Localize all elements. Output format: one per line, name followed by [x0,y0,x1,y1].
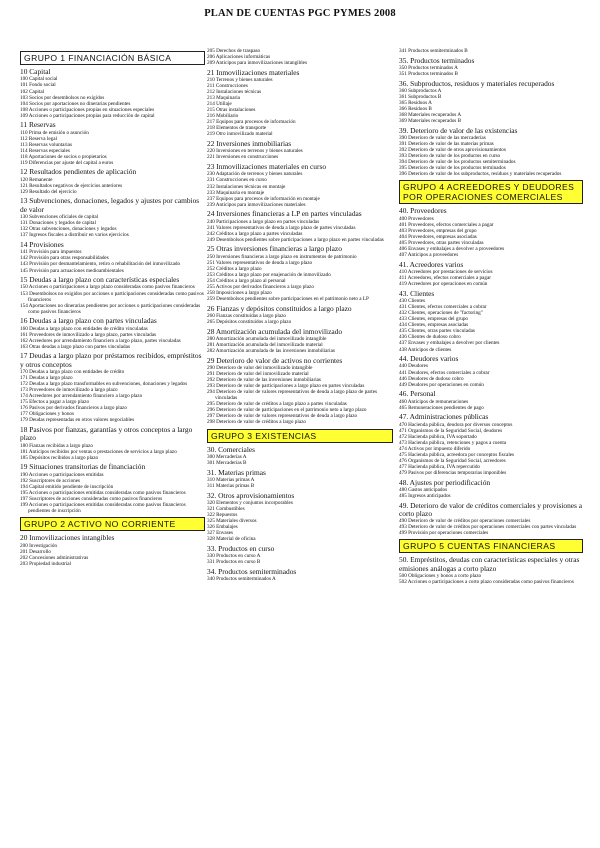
subgroup-heading: 18 Pasivos por fianzas, garantías y otros conceptos a largo plazo [20,425,193,443]
account-item: 170 Deudas a largo plazo con entidades de crédito [20,369,125,376]
account-item: 108 Acciones o participaciones propias en situaciones especiales [20,106,155,113]
account-item: 242 Créditos a largo plazo a partes vinculadas [207,230,303,237]
account-item: 477 Hacienda pública, IVA repercutido [399,463,481,470]
subgroup-heading: 23 Inmovilizaciones materiales en curso [207,162,327,172]
account-item: 391 Deterioro de valor de las materias primas [399,141,494,148]
account-item: 119 Diferencias por ajuste del capital a euros [20,159,114,166]
account-item: 201 Desarrollo [20,548,51,555]
account-item: 350 Productos terminados A [399,64,458,71]
account-item: 499 Provisión por operaciones comerciales [399,530,489,537]
account-item: 161 Proveedores de inmovilizado a largo plazo, partes vinculadas [20,331,157,338]
subgroup-heading: 34. Productos semiterminados [207,566,297,576]
account-item: 231 Construcciones en curso [207,177,267,184]
account-item: 185 Depósitos recibidos a largo plazo [20,454,99,461]
account-item: 118 Aportaciones de socios o propietarios [20,153,107,160]
account-item: 292 Deterioro de valor de las inversiones inmobiliarias [207,377,321,384]
account-item: 141 Provisión para impuestos [20,249,82,256]
account-item: 475 Hacienda pública, acreedora por conceptos fiscales [399,451,515,458]
account-item: 120 Remanente [20,176,53,183]
account-item: 173 Proveedores de inmovilizado a largo plazo [20,387,118,394]
account-item: 341 Productos semiterminados B [399,48,468,54]
account-item: 203 Propiedad industrial [20,560,72,567]
account-item: 280 Amortización acumulada del inmovilizado intangible [207,335,327,342]
account-item: 472 Hacienda pública, IVA soportado [399,433,477,440]
account-item: 121 Resultados negativos de ejercicios anteriores [20,182,123,189]
subgroup-heading: 47. Administraciones públicas [399,412,489,422]
group-header: GRUPO 5 CUENTAS FINANCIERAS [399,539,583,553]
account-item: 310 Materias primas A [207,476,255,483]
subgroup-heading: 40. Proveedores [399,206,447,216]
account-item: 436 Clientes de dudoso cobro [399,334,461,341]
subgroup-heading: 50. Empréstitos, deudas con características especiales y otras emisiones análogas a corto plazo [399,555,580,573]
group-header: GRUPO 3 EXISTENCIAS [207,429,393,443]
account-item: 438 Anticipos de clientes [399,346,452,353]
account-item: 153 Desembolsos no exigidos por acciones o participaciones consideradas como pasivos financieros [20,290,204,303]
account-item: 197 Suscriptores de acciones consideradas como pasivos financieros [20,496,163,503]
account-item: 325 Materiales diversos [207,518,257,525]
subgroup-heading: 17 Deudas a largo plazo por préstamos recibidos, empréstitos y otros conceptos [20,351,202,369]
account-item: 176 Pasivos por derivados financieros a largo plazo [20,405,127,412]
subgroup-heading: 25 Otras inversiones financieras a largo plazo [207,244,342,254]
page-title: PLAN DE CUENTAS PGC PYMES 2008 [204,8,396,19]
account-item: 213 Maquinaria [207,95,240,102]
account-item: 328 Material de oficina [207,536,256,543]
account-item: 298 Deterioro de valor de créditos a largo plazo [207,419,307,426]
account-item: 190 Acciones o participaciones emitidas [20,471,104,478]
account-item: 101 Fondo social [20,82,56,89]
account-item: 179 Deudas representadas en otros valores negociables [20,417,135,424]
account-item: 233 Maquinaria en montaje [207,189,265,196]
subgroup-heading: 49. Deterioro de valor de créditos comerciales y provisiones a corto plazo [399,500,583,518]
account-item: 172 Deudas a largo plazo transformables en subvenciones, donaciones y legados [20,381,188,388]
subgroup-heading: 41. Acreedores varios [399,259,464,269]
account-item: 365 Residuos A [399,100,432,107]
account-item: 239 Anticipos para inmovilizaciones materiales [207,201,306,208]
subgroup-heading: 14 Provisiones [20,239,64,249]
account-item: 113 Reservas voluntarias [20,141,72,148]
account-item: 259 Desembolsos pendientes sobre participaciones en el patrimonio neto a LP [207,296,369,303]
account-item: 290 Deterioro de valor del inmovilizado intangible [207,365,313,372]
account-item: 143 Provisión por desmantelamiento, retiro o rehabilitación del inmovilizado [20,261,181,268]
account-item: 401 Proveedores, efectos comerciales a pagar [399,221,494,228]
account-item: 441 Deudores, efectos comerciales a cobrar [399,369,490,376]
account-item: 295 Deterioro de valor de créditos a largo plazo a partes vinculadas [207,401,347,408]
account-item: 103 Socios por desembolsos no exigidos [20,94,105,101]
account-item: 195 Acciones o participaciones emitidas consideradas como pasivos financieros [20,490,186,497]
account-item: 294 Deterioro de valor de valores representativos de deuda a largo plazo de partes vinculadas [207,389,378,402]
account-item: 162 Acreedores por arrendamiento financiero a largo plazo, partes vinculadas [20,337,181,344]
account-item: 403 Proveedores, empresas del grupo [399,227,477,234]
account-item: 404 Proveedores, empresas asociadas [399,234,477,241]
account-item: 320 Elementos y conjuntos incorporables [207,499,293,506]
account-item: 112 Reserva legal [20,135,57,142]
account-item: 210 Terrenos y bienes naturales [207,77,273,84]
column-2 [207,48,393,582]
account-item: 437 Envases y embalajes a devolver por clientes [399,340,500,347]
account-item: 490 Deterioro de valor de créditos por operaciones comerciales [399,518,531,525]
subgroup-heading: 26 Fianzas y depósitos constituidos a largo plazo [207,303,352,313]
account-item: 237 Equipos para procesos de información en montaje [207,195,320,202]
account-item: 150 Acciones o participaciones a largo plazo consideradas como pasivos financieros [20,284,195,291]
account-item: 145 Provisión para actuaciones medioambientales [20,267,124,274]
account-item: 479 Pasivos por diferencias temporarias imponibles [399,469,507,476]
account-item: 215 Otras instalaciones [207,107,256,114]
subgroup-heading: 39. Deterioro de valor de las existencias [399,125,518,135]
account-item: 241 Valores representativos de deuda a largo plazo de partes vinculadas [207,224,356,231]
account-item: 265 Depósitos constituidos a largo plazo [207,319,292,326]
account-item: 110 Prima de emisión o asunción [20,129,89,136]
account-item: 130 Subvenciones oficiales de capital [20,214,99,221]
account-item: 311 Materias primas B [207,482,255,489]
account-item: 395 Deterioro de valor de los productos terminados [399,165,506,172]
subgroup-heading: 28 Amortización acumulada del inmovilizado [207,326,343,336]
account-item: 460 Anticipos de remuneraciones [399,398,469,405]
account-item: 493 Deterioro de valor de créditos por operaciones comerciales con partes vinculadas [399,524,577,531]
account-item: 253 Créditos a largo plazo por enajenación de inmovilizado [207,271,331,278]
account-item: 255 Activos por derivados financieros a largo plazo [207,283,314,290]
account-item: 471 Organismos de la Seguridad Social, deudores [399,427,503,434]
account-item: 142 Provisión para otras responsabilidades [20,255,109,262]
subgroup-heading: 46. Personal [399,389,436,399]
account-item: 218 Elementos de transporte [207,125,267,132]
account-item: 326 Embalajes [207,524,238,531]
subgroup-heading: 24 Inversiones financieras a LP en partes vinculadas [207,209,362,219]
account-item: 393 Deterioro de valor de los productos en curso [399,153,501,160]
account-item: 293 Deterioro de valor de participaciones a largo plazo en partes vinculadas [207,383,365,390]
subgroup-heading: 20 Inmovilizaciones intangibles [20,533,115,543]
account-item: 232 Instalaciones técnicas en montaje [207,183,286,190]
account-item: 394 Deterioro de valor de los productos semiterminados [399,159,516,166]
account-item: 212 Instalaciones técnicas [207,89,262,96]
account-item: 252 Créditos a largo plazo [207,265,262,272]
account-item: 465 Remuneraciones pendientes de pago [399,404,484,411]
account-item: 480 Gastos anticipados [399,486,448,493]
account-item: 432 Clientes, operaciones de "factoring" [399,310,483,317]
group-header: GRUPO 2 ACTIVO NO CORRIENTE [20,517,205,531]
account-item: 369 Materiales recuperados B [399,118,462,125]
account-item: 137 Ingresos fiscales a distribuir en varios ejercicios [20,232,129,239]
subgroup-heading: 31. Materias primas [207,467,266,477]
account-item: 251 Valores representativos de deuda a largo plazo [207,259,313,266]
account-item: 322 Repuestos [207,512,238,518]
account-item: 449 Deudores por operaciones en común [399,381,484,388]
subgroup-heading: 19 Situaciones transitorias de financiación [20,462,146,472]
account-item: 163 Otras deudas a largo plazo con partes vinculadas [20,343,130,350]
account-item: 281 Amortización acumulada del inmovilizado material [207,342,323,349]
account-item: 296 Deterioro de valor de participaciones en el patrimonio neto a largo plazo [207,407,367,414]
account-item: 206 Aplicaciones informáticas [207,54,271,61]
account-item: 209 Anticipos para inmovilizaciones intangibles [207,60,307,67]
subgroup-heading: 44. Deudores varios [399,354,459,364]
account-item: 180 Fianzas recibidas a largo plazo [20,442,93,449]
account-item: 485 Ingresos anticipados [399,492,451,499]
account-item: 214 Utillaje [207,101,232,108]
account-item: 360 Subproductos A [399,87,442,94]
account-item: 474 Activos por impuesto diferido [399,445,471,452]
account-item: 407 Anticipos a proveedores [399,252,459,259]
column-3 [399,48,583,585]
account-item: 249 Desembolsos pendientes sobre participaciones a largo plazo en partes vinculadas [207,236,384,243]
account-item: 199 Acciones o participaciones emitidas consideradas como pasivos financieros pendientes de inscripción [20,502,186,515]
subgroup-heading: 35. Productos terminados [399,55,475,65]
account-item: 240 Participaciones a largo plazo en partes vinculadas [207,218,320,225]
account-item: 216 Mobiliario [207,113,239,120]
account-item: 301 Mercaderías B [207,459,247,466]
group-header: GRUPO 1 FINANCIACIÓN BÁSICA [20,51,205,65]
account-item: 175 Efectos a pagar a largo plazo [20,399,90,406]
subgroup-heading: 16 Deudas a largo plazo con partes vinculadas [20,316,157,326]
account-item: 174 Acreedores por arrendamiento financiero a largo plazo [20,393,143,400]
account-item: 390 Deterioro de valor de las mercaderías [399,135,486,142]
account-item: 221 Inversiones en construcciones [207,154,279,161]
account-item: 100 Capital social [20,76,58,83]
subgroup-heading: 15 Deudas a largo plazo con características especiales [20,275,180,285]
account-item: 217 Equipos para procesos de información [207,119,296,126]
account-item: 435 Clientes, otras partes vinculadas [399,328,475,335]
account-item: 368 Materiales recuperados A [399,112,462,119]
account-item: 300 Mercaderías A [207,453,247,460]
subgroup-heading: 12 Resultados pendientes de aplicación [20,167,137,177]
account-item: 406 Envases y embalajes a devolver a proveedores [399,246,505,253]
account-item: 431 Clientes, efectos comerciales a cobrar [399,304,487,311]
account-item: 476 Organismos de la Seguridad Social, acreedores [399,457,506,464]
account-item: 211 Construcciones [207,83,248,90]
account-item: 114 Reservas especiales [20,147,70,154]
account-item: 330 Productos en curso A [207,553,261,560]
account-item: 500 Obligaciones y bonos a corto plazo [399,573,482,580]
subgroup-heading: 36. Subproductos, residuos y materiales recuperados [399,78,555,88]
group-header: GRUPO 4 ACREEDORES Y DEUDORES POR OPERACIONES COMERCIALES [399,180,583,204]
account-item: 446 Deudores de dudoso cobro [399,375,464,382]
account-item: 405 Proveedores, otras partes vinculadas [399,240,484,247]
account-item: 129 Resultado del ejercicio [20,188,77,195]
account-item: 361 Subproductos B [399,94,442,100]
subgroup-heading: 32. Otros aprovisionamientos [207,490,295,500]
account-item: 282 Amortización acumulada de las inversiones inmobiliarias [207,348,335,355]
account-item: 200 Investigación [20,542,58,549]
account-item: 502 Acciones o participaciones a corto plazo consideradas como pasivos financieros [399,579,574,586]
account-item: 366 Residuos B [399,106,432,113]
account-item: 154 Aportaciones no dinerarias pendientes por acciones o participaciones consideradas como pasivos financieros [20,302,201,315]
subgroup-heading: 22 Inversiones inmobiliarias [207,139,292,149]
account-item: 132 Otras subvenciones, donaciones y legados [20,226,117,233]
account-item: 230 Adaptación de terrenos y bienes naturales [207,171,303,178]
account-item: 351 Productos terminados B [399,71,458,77]
account-item: 392 Deterioro de valor de otros aprovisionamientos [399,147,506,154]
account-item: 181 Anticipos recibidos por ventas o prestaciones de servicios a largo plazo [20,448,177,455]
subgroup-heading: 48. Ajustes por periodificación [399,477,491,487]
account-item: 410 Acreedores por prestaciones de servicios [399,269,493,276]
account-item: 131 Donaciones y legados de capital [20,220,96,227]
account-item: 291 Deterioro de valor del inmovilizado material [207,371,309,378]
account-item: 202 Concesiones administrativas [20,554,89,561]
account-item: 419 Acreedores por operaciones en común [399,281,488,288]
account-item: 205 Derechos de traspaso [207,48,261,54]
account-item: 219 Otro inmovilizado material [207,131,273,138]
account-item: 440 Deudores [399,363,428,370]
account-item: 171 Deudas a largo plazo [20,375,73,382]
account-item: 470 Hacienda pública, deudora por diversos conceptos [399,421,513,428]
account-item: 160 Deudas a largo plazo con entidades de crédito vinculadas [20,325,148,332]
account-item: 327 Envases [207,530,234,537]
account-item: 434 Clientes, empresas asociadas [399,322,469,329]
account-item: 192 Suscriptores de acciones [20,477,81,484]
subgroup-heading: 29 Deterioro de valor de activos no corrientes [207,355,343,365]
account-item: 254 Créditos a largo plazo al personal [207,277,286,284]
subgroup-heading: 13 Subvenciones, donaciones, legados y ajustes por cambios de valor [20,196,200,214]
account-item: 297 Deterioro de valor de valores representativos de deuda a largo plazo [207,413,358,420]
account-item: 400 Proveedores [399,215,434,222]
account-item: 433 Clientes, empresas del grupo [399,316,469,323]
account-item: 430 Clientes [399,298,426,305]
account-item: 321 Combustibles [207,505,245,512]
subgroup-heading: 33. Productos en curso [207,543,275,553]
account-item: 109 Acciones o participaciones propias para reducción de capital [20,112,155,119]
account-item: 102 Capital [20,88,45,95]
account-item: 258 Imposiciones a largo plazo [207,289,272,296]
column-1 [20,48,205,567]
account-item: 250 Inversiones financieras a largo plazo en instrumentos de patrimonio [207,253,357,260]
subgroup-heading: 30. Comerciales [207,444,256,454]
account-item: 220 Inversiones en terrenos y bienes naturales [207,148,303,155]
account-item: 473 Hacienda pública, retenciones y pagos a cuenta [399,439,507,446]
subgroup-heading: 10 Capital [20,67,51,76]
account-item: 177 Obligaciones y bonos [20,411,75,418]
subgroup-heading: 43. Clientes [399,288,435,298]
account-item: 104 Socios por aportaciones no dinerarias pendientes [20,100,131,107]
account-item: 411 Acreedores, efectos comerciales a pagar [399,275,491,282]
subgroup-heading: 21 Inmovilizaciones materiales [207,67,300,77]
account-item: 260 Fianzas constituidas a largo plazo [207,312,286,319]
subgroup-heading: 11 Reservas [20,120,56,130]
account-item: 340 Productos semiterminados A [207,576,276,583]
account-item: 396 Deterioro de valor de los subproductos, residuos y materiales recuperados [399,171,562,178]
account-item: 194 Capital emitido pendiente de inscripción [20,483,114,490]
account-item: 331 Productos en curso B [207,559,261,566]
